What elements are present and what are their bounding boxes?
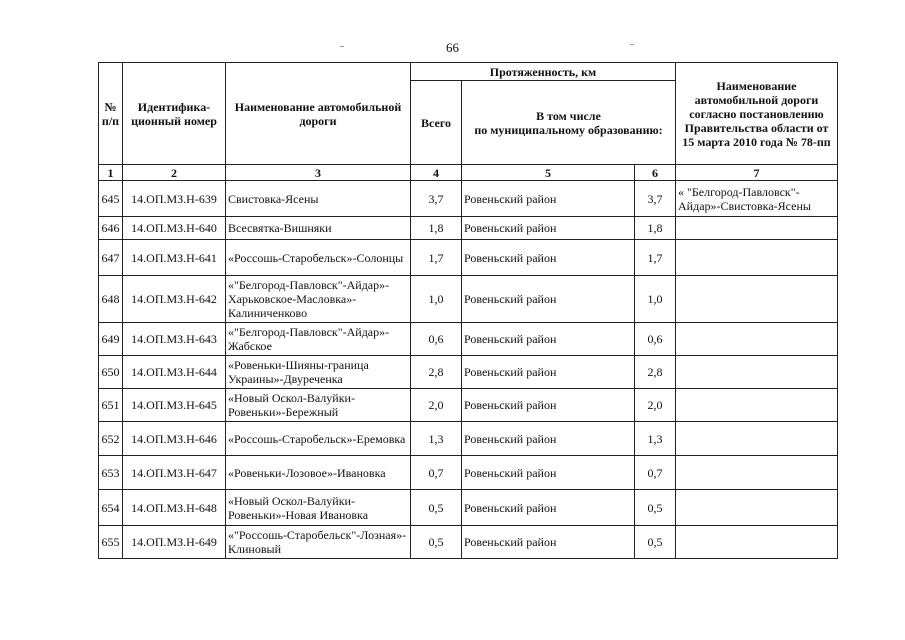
road-name: «Ровеньки-Шияны-граница Украины»-Двуреченка	[226, 356, 411, 389]
header-num: № п/п	[99, 63, 123, 165]
district-length: 2,8	[635, 356, 676, 389]
row-number: 647	[99, 240, 123, 276]
table-row	[99, 422, 838, 456]
table-row	[99, 490, 838, 526]
road-id: 14.ОП.МЗ.Н-649	[123, 526, 226, 559]
road-id: 14.ОП.МЗ.Н-640	[123, 217, 226, 240]
road-id: 14.ОП.МЗ.Н-648	[123, 490, 226, 526]
legal-name	[676, 240, 838, 276]
road-name: Свистовка-Ясены	[226, 181, 411, 217]
district-name: Ровеньский район	[462, 526, 635, 559]
length-total: 3,7	[411, 181, 462, 217]
legal-name	[676, 456, 838, 490]
length-total: 1,0	[411, 276, 462, 323]
road-id: 14.ОП.МЗ.Н-644	[123, 356, 226, 389]
length-total: 0,7	[411, 456, 462, 490]
road-name: «Ровеньки-Лозовое»-Ивановка	[226, 456, 411, 490]
header-length-group: Протяженность, км	[411, 63, 676, 81]
table-row	[99, 217, 838, 240]
district-name: Ровеньский район	[462, 456, 635, 490]
district-length: 0,7	[635, 456, 676, 490]
district-length: 0,5	[635, 490, 676, 526]
legal-name	[676, 276, 838, 323]
road-id: 14.ОП.МЗ.Н-639	[123, 181, 226, 217]
length-total: 2,0	[411, 389, 462, 422]
row-number: 650	[99, 356, 123, 389]
column-index-row	[99, 165, 838, 181]
district-length: 1,8	[635, 217, 676, 240]
road-id: 14.ОП.МЗ.Н-647	[123, 456, 226, 490]
header-legal: Наименование автомобильной дороги согласно постановлению Правительства области от 15 марта 2010 года № 78-пп	[676, 63, 838, 165]
road-name: «Россошь-Старобельск»-Еремовка	[226, 422, 411, 456]
table-row	[99, 323, 838, 356]
length-total: 2,8	[411, 356, 462, 389]
row-number: 655	[99, 526, 123, 559]
legal-name	[676, 356, 838, 389]
row-number: 649	[99, 323, 123, 356]
road-name: «Новый Оскол-Валуйки-Ровеньки»-Новая Ивановка	[226, 490, 411, 526]
header-including	[462, 81, 676, 165]
road-name: Всесвятка-Вишняки	[226, 217, 411, 240]
length-total: 0,5	[411, 490, 462, 526]
legal-name	[676, 422, 838, 456]
scan-speck	[630, 44, 634, 45]
column-index: 7	[676, 165, 838, 181]
table-body	[99, 181, 838, 559]
district-name: Ровеньский район	[462, 389, 635, 422]
length-total: 0,6	[411, 323, 462, 356]
table-row	[99, 456, 838, 490]
district-length: 1,0	[635, 276, 676, 323]
row-number: 646	[99, 217, 123, 240]
table-row	[99, 181, 838, 217]
header-including-line2: по муниципальному образованию:	[474, 122, 663, 137]
column-index: 1	[99, 165, 123, 181]
district-length: 0,5	[635, 526, 676, 559]
row-number: 653	[99, 456, 123, 490]
district-name: Ровеньский район	[462, 217, 635, 240]
road-id: 14.ОП.МЗ.Н-643	[123, 323, 226, 356]
column-index: 6	[635, 165, 676, 181]
district-name: Ровеньский район	[462, 323, 635, 356]
length-total: 1,3	[411, 422, 462, 456]
road-id: 14.ОП.МЗ.Н-645	[123, 389, 226, 422]
road-name: «Россошь-Старобельск»-Солонцы	[226, 240, 411, 276]
table-row	[99, 356, 838, 389]
length-total: 1,8	[411, 217, 462, 240]
legal-name	[676, 323, 838, 356]
road-id: 14.ОП.МЗ.Н-646	[123, 422, 226, 456]
roads-table	[98, 62, 838, 559]
district-length: 2,0	[635, 389, 676, 422]
road-name: «"Белгород-Павловск"-Айдар»-Жабское	[226, 323, 411, 356]
district-length: 1,7	[635, 240, 676, 276]
header-total: Всего	[411, 81, 462, 165]
district-length: 1,3	[635, 422, 676, 456]
road-name: «"Белгород-Павловск"-Айдар»-Харьковское-Масловка»-Калиниченково	[226, 276, 411, 323]
column-index: 5	[462, 165, 635, 181]
district-name: Ровеньский район	[462, 240, 635, 276]
column-index: 4	[411, 165, 462, 181]
district-name: Ровеньский район	[462, 276, 635, 323]
scan-speck	[340, 46, 344, 47]
row-number: 654	[99, 490, 123, 526]
length-total: 1,7	[411, 240, 462, 276]
table-row	[99, 240, 838, 276]
district-name: Ровеньский район	[462, 422, 635, 456]
district-name: Ровеньский район	[462, 356, 635, 389]
legal-name	[676, 490, 838, 526]
table-row	[99, 526, 838, 559]
district-name: Ровеньский район	[462, 490, 635, 526]
column-index: 2	[123, 165, 226, 181]
district-length: 0,6	[635, 323, 676, 356]
row-number: 645	[99, 181, 123, 217]
legal-name	[676, 526, 838, 559]
column-index: 3	[226, 165, 411, 181]
header-including-line1: В том числе	[536, 108, 601, 123]
legal-name	[676, 217, 838, 240]
legal-name: « "Белгород-Павловск"-Айдар»-Свистовка-Ясены	[676, 181, 838, 217]
road-id: 14.ОП.МЗ.Н-641	[123, 240, 226, 276]
length-total: 0,5	[411, 526, 462, 559]
row-number: 652	[99, 422, 123, 456]
page-number: 66	[446, 40, 459, 55]
row-number: 651	[99, 389, 123, 422]
legal-name	[676, 389, 838, 422]
road-id: 14.ОП.МЗ.Н-642	[123, 276, 226, 323]
header-name: Наименование автомобильной дороги	[226, 63, 411, 165]
header-ident: Идентифика-ционный номер	[123, 63, 226, 165]
row-number: 648	[99, 276, 123, 323]
table-row	[99, 389, 838, 422]
district-length: 3,7	[635, 181, 676, 217]
road-name: «"Россошь-Старобельск"-Лозная»-Клиновый	[226, 526, 411, 559]
table-row	[99, 276, 838, 323]
road-name: «Новый Оскол-Валуйки-Ровеньки»-Бережный	[226, 389, 411, 422]
district-name: Ровеньский район	[462, 181, 635, 217]
